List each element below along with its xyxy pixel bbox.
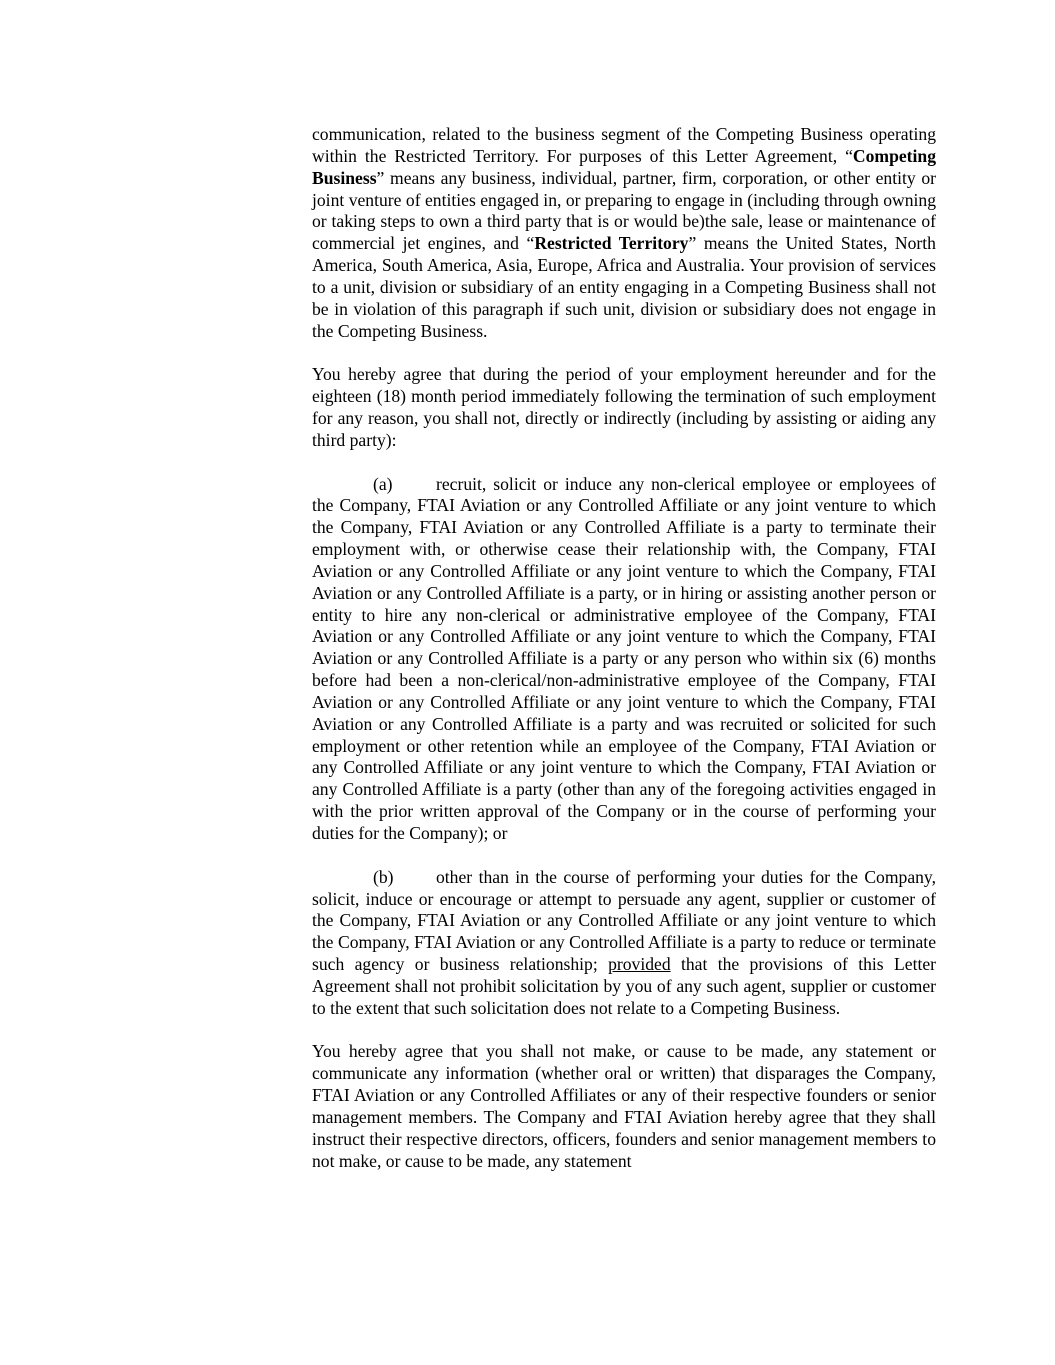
document-body xyxy=(312,124,936,1194)
paragraph-non-solicit-intro xyxy=(312,364,936,451)
paragraph-text: You hereby agree that during the period of your employment hereunder and for the eighteen (18) month period immediately following the termination of such employment for any reason, you shall not, directly or indirectly (including by assisting or aiding any third party): xyxy=(312,364,936,450)
paragraph-text: ” means any business, individual, partner, firm, corporation, or other entity or joint venture of entities engaged in, or preparing to engage in (including through owning or taking steps to own a third party that is or would be)the sale, lease or maintenance of commercial jet engines, and “ xyxy=(312,167,936,254)
paragraph-non-disparagement xyxy=(312,1041,936,1172)
provided-term: provided xyxy=(608,954,671,975)
clause-a xyxy=(312,474,936,845)
defined-term-restricted-territory: Restricted Territory xyxy=(534,233,689,254)
paragraph-text: ” means the United States, North America, South America, Asia, Europe, Africa and Australia. Your provision of services to a unit, division or subsidiary of an entity engaging in a Competing Business shall not be in violation of this paragraph if such unit, division or subsidiary does not engage in the Competing Business. xyxy=(312,233,936,341)
clause-a-text: recruit, solicit or induce any non-clerical employee or employees of the Company, FTAI Aviation or any Controlled Affiliate or any joint venture to which the Company, FTAI Aviation or any Controlled Affiliate is a party to terminate their employment with, or otherwise cease their relationship with, the Company, FTAI Aviation or any Controlled Affiliate or any joint venture to which the Company, FTAI Aviation or any Controlled Affiliate is a party, or in hiring or assisting another person or entity to hire any non-clerical or administrative employee of the Company, FTAI Aviation or any Controlled Affiliate or any joint venture to which the Company, FTAI Aviation or any Controlled Affiliate is a party or any person who within six (6) months before had been a non-clerical/non-administrative employee of the Company, FTAI Aviation or any Controlled Affiliate or any joint venture to which the Company, FTAI Aviation or any Controlled Affiliate is a party and was recruited or solicited for such employment or other retention while an employee of the Company, FTAI Aviation or any Controlled Affiliate or any joint venture to which the Company, FTAI Aviation or any Controlled Affiliate is a party (other than any of the foregoing activities engaged in with the prior written approval of the Company or in the course of performing your duties for the Company); or xyxy=(312,473,936,843)
paragraph-text: You hereby agree that you shall not make, or cause to be made, any statement or communicate any information (whether oral or written) that disparages the Company, FTAI Aviation or any Controlled Affiliates or any of their respective founders or senior management members. The Company and FTAI Aviation hereby agree that they shall instruct their respective directors, officers, founders and senior management members to not make, or cause to be made, any statement xyxy=(312,1041,936,1171)
defined-term-competing-business: Competing Business xyxy=(312,145,936,188)
clause-b-text-continued: that the provisions of this Letter Agreement shall not prohibit solicitation by you of any such agent, supplier or customer to the extent that such solicitation does not relate to a Competing Business. xyxy=(312,954,937,1018)
clause-b xyxy=(312,867,936,1020)
paragraph-text: communication, related to the business segment of the Competing Business operating within the Restricted Territory. For purposes of this Letter Agreement, “ xyxy=(312,124,936,166)
clause-a-label: (a) xyxy=(373,473,393,494)
clause-b-text: other than in the course of performing your duties for the Company, solicit, induce or encourage or attempt to persuade any agent, supplier or customer of the Company, FTAI Aviation or any Controlled Affiliate or any joint venture to which the Company, FTAI Aviation or any Controlled Affiliate is a party to reduce or terminate such agency or business relationship; xyxy=(312,866,936,975)
clause-b-label: (b) xyxy=(373,866,394,887)
paragraph-competing-business xyxy=(312,124,936,342)
